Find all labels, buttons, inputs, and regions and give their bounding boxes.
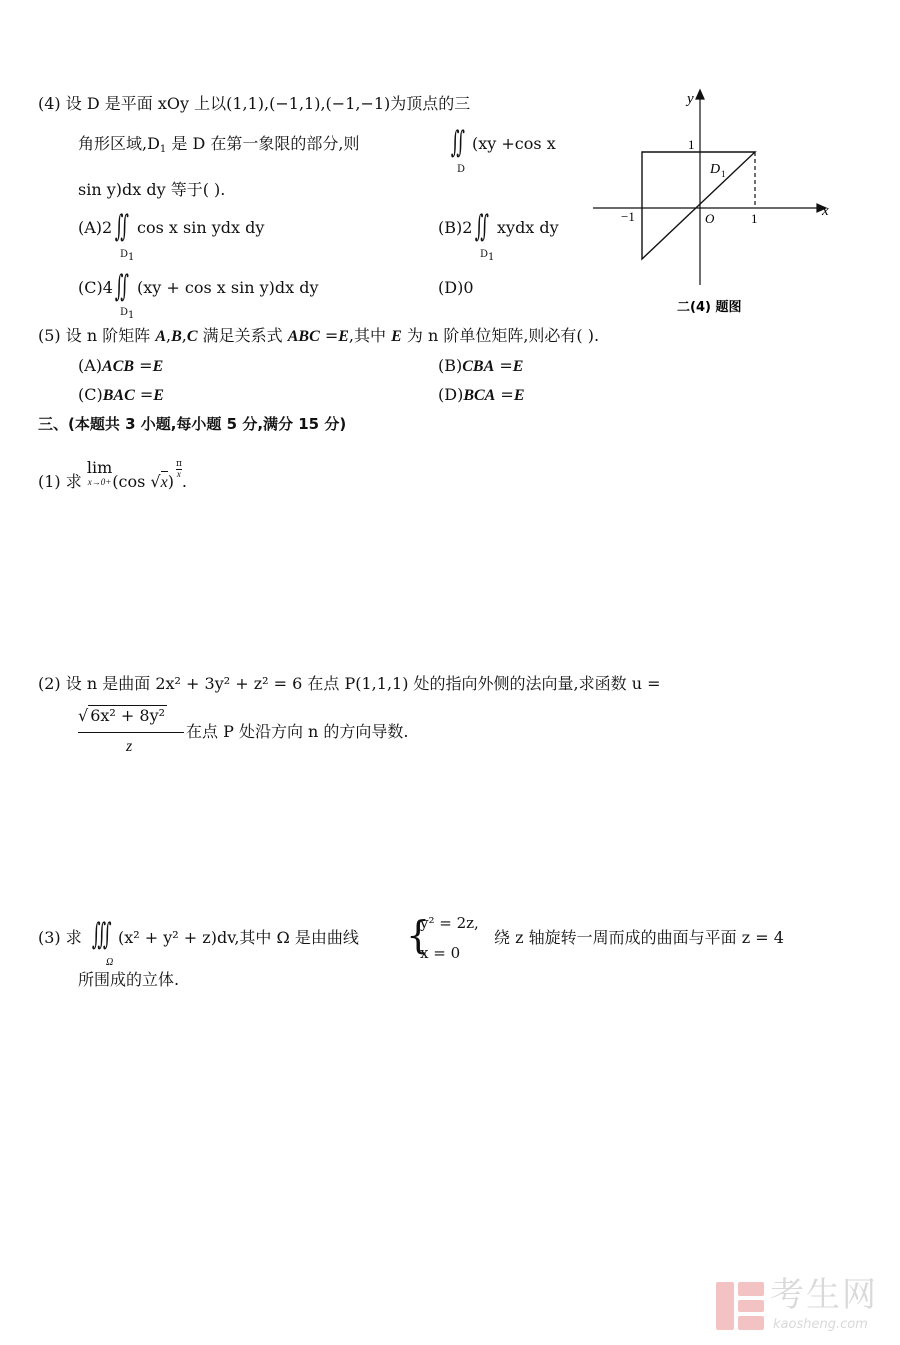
- tick-x-neg1: −1: [621, 209, 635, 224]
- triangle-d: [642, 152, 755, 259]
- q4-opt-c-integral: ∬: [114, 269, 129, 304]
- q4-opt-a-body: cos x sin ydx dy: [137, 218, 265, 237]
- q4-opt-a-sub: D1: [120, 249, 135, 263]
- kaosheng-logo-icon: [712, 1278, 768, 1334]
- q4-opt-c-pre: (C)4: [78, 278, 113, 297]
- watermark-en: kaosheng.com: [773, 1317, 868, 1332]
- p2-fraction-numerator: √ 6x² + 8y²: [78, 706, 166, 725]
- p2-line1: (2) 设 n 是曲面 2x² + 3y² + z² = 6 在点 P(1,1,1) 处的指向外侧的法向量,求函数 u =: [38, 674, 661, 693]
- p3-triple-integral: ∭: [91, 917, 104, 952]
- tick-x-1: 1: [751, 211, 758, 226]
- p3-sys2: x = 0: [420, 944, 461, 962]
- q4-opt-b-pre: (B)2: [438, 218, 473, 237]
- q4-opt-b-sub: D1: [480, 249, 495, 263]
- p2-fraction-denominator: z: [126, 738, 133, 755]
- q4-opt-a-integral: ∬: [114, 209, 129, 244]
- q4-opt-d: (D)0: [438, 278, 474, 297]
- p3-sys1: y² = 2z,: [420, 914, 479, 932]
- q5-opt-c: (C)BAC =E: [78, 385, 164, 404]
- q4-opt-c-sub: D1: [120, 307, 135, 321]
- q4-int-sub-d: D: [457, 164, 466, 175]
- region-d1-label: D: [710, 162, 721, 177]
- figure-caption: 二(4) 题图: [677, 300, 742, 315]
- q4-line2-a: 角形区域,D: [78, 134, 160, 153]
- x-label: x: [822, 203, 829, 219]
- q4-line2-c: (xy +cos x: [472, 134, 556, 153]
- y-axis-arrow-icon: [696, 90, 704, 99]
- p3-int-sub: Ω: [106, 957, 114, 968]
- q4-opt-b-body: xydx dy: [497, 218, 559, 237]
- p3-pre: (3) 求: [38, 928, 82, 947]
- p2-fraction-line: [78, 732, 184, 733]
- y-label: y: [687, 91, 694, 107]
- q4-line2-b: 是 D 在第一象限的部分,则: [166, 134, 360, 153]
- q4-opt-a-pre: (A)2: [78, 218, 113, 237]
- p3-body: (x² + y² + z)dv,其中 Ω 是由曲线: [118, 928, 359, 947]
- figure-triangle-region: [585, 85, 845, 325]
- region-d1-sub: 1: [721, 169, 726, 179]
- q4-line2: [78, 136, 359, 155]
- q5-opt-a: (A)ACB =E: [78, 356, 164, 375]
- q4-line3: sin y)dx dy 等于( ).: [78, 180, 226, 199]
- q5-opt-d: (D)BCA =E: [438, 385, 525, 404]
- p3-line2: 所围成的立体.: [78, 970, 180, 989]
- p2-rest: 在点 P 处沿方向 n 的方向导数.: [186, 722, 409, 741]
- q5-stem: (5) 设 n 阶矩阵 A,B,C 满足关系式 ABC =E,其中 E 为 n 阶单位矩阵,则必有( ).: [38, 326, 600, 345]
- p3-brace: {: [406, 913, 431, 957]
- watermark-cn: 考生网: [770, 1275, 878, 1315]
- q4-opt-b-integral: ∬: [474, 209, 489, 244]
- q5-opt-b: (B)CBA =E: [438, 356, 524, 375]
- q4-line1: (4) 设 D 是平面 xOy 上以(1,1),(−1,1),(−1,−1)为顶点的三: [38, 94, 471, 113]
- tick-y-1: 1: [688, 137, 695, 152]
- p3-after: 绕 z 轴旋转一周而成的曲面与平面 z = 4: [494, 928, 784, 947]
- section3-heading: 三、(本题共 3 小题,每小题 5 分,满分 15 分): [38, 415, 347, 433]
- q4-double-integral: ∬: [450, 125, 465, 160]
- q4-opt-c-body: (xy + cos x sin y)dx dy: [137, 278, 319, 297]
- p1-expression: (1) 求 lim x→0+ (cos √x) $\frac{\pi}{x}$ .: [38, 458, 187, 491]
- origin-label: O: [705, 211, 715, 226]
- q4-line2-sub: 1: [159, 144, 167, 155]
